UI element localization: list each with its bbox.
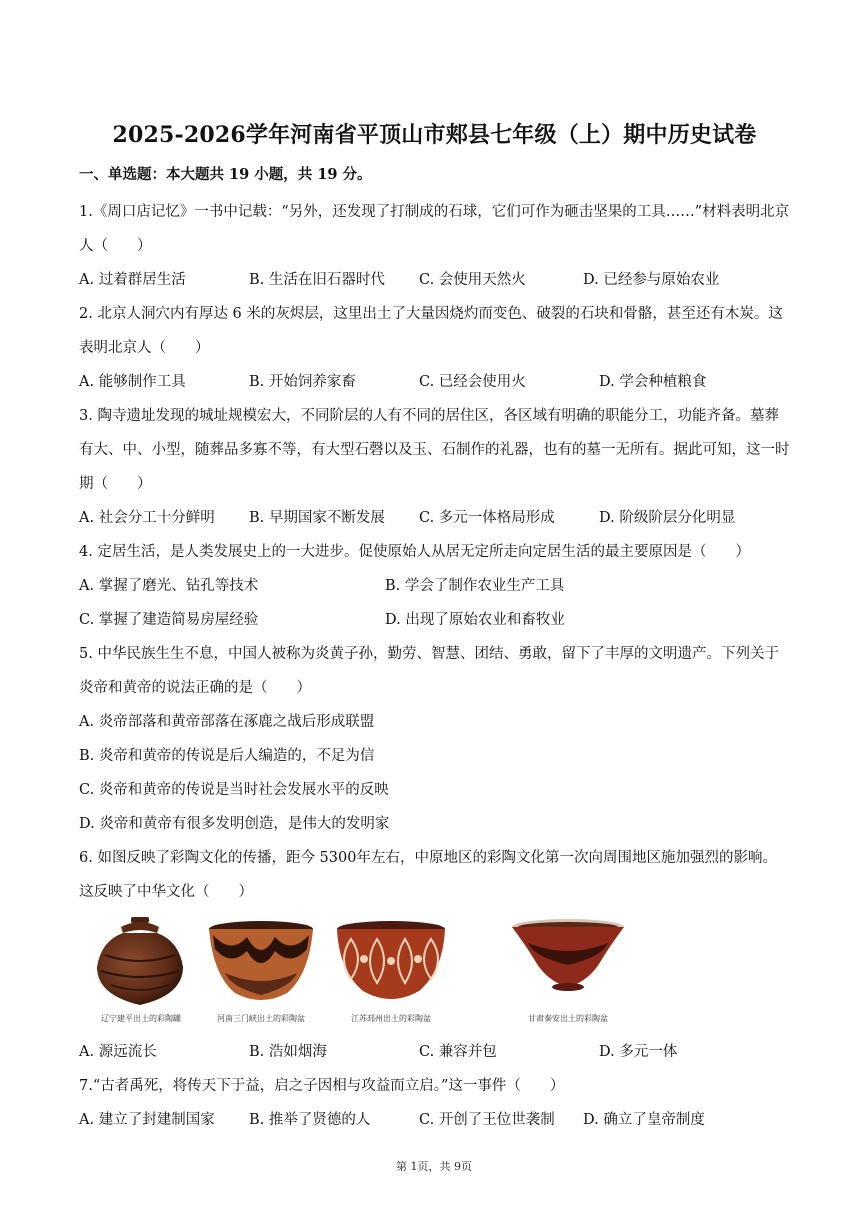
option-c[interactable]: C. 开创了王位世袭制 [419, 1112, 555, 1128]
option-d[interactable]: D. 炎帝和黄帝有很多发明创造，是伟大的发明家 [79, 816, 390, 832]
page-footer: 第 1页，共 9页 [396, 1160, 472, 1173]
question-5 [79, 637, 790, 841]
option-b[interactable]: B. 学会了制作农业生产工具 [385, 578, 565, 594]
pottery-jar-liaoning [71, 915, 211, 1033]
option-b[interactable]: B. 生活在旧石器时代 [249, 272, 385, 288]
exam-title: 2025-2026学年河南省平顶山市郏县七年级（上）期中历史试卷 [112, 122, 757, 148]
option-c[interactable]: C. 掌握了建造简易房屋经验 [79, 612, 259, 628]
option-d[interactable]: D. 学会种植粮食 [599, 374, 707, 390]
section-heading: 一、单选题：本大题共 19 小题，共 19 分。 [79, 166, 372, 183]
option-c[interactable]: C. 炎帝和黄帝的传说是当时社会发展水平的反映 [79, 782, 389, 798]
option-row [79, 773, 790, 807]
option-d[interactable]: D. 阶级阶层分化明显 [599, 510, 736, 526]
question-stem: 6. 如图反映了彩陶文化的传播，距今 5300年左右，中原地区的彩陶文化第一次向周围地区施加强烈的影响。这反映了中华文化（ ） [79, 850, 777, 900]
question-6 [79, 841, 790, 1069]
option-row [79, 603, 790, 637]
option-b[interactable]: B. 浩如烟海 [249, 1044, 327, 1060]
option-b[interactable]: B. 炎帝和黄帝的传说是后人编造的，不足为信 [79, 748, 375, 764]
pottery-caption: 辽宁建平出土的彩陶罐 [101, 1014, 181, 1023]
option-row [79, 365, 790, 399]
question-stem: 4. 定居生活，是人类发展史上的一大进步。促使原始人从居无定所走向定居生活的最主要原因是（ ） [79, 544, 750, 560]
option-c[interactable]: C. 已经会使用火 [419, 374, 526, 390]
option-row [79, 705, 790, 739]
pottery-figure [79, 915, 790, 1033]
pottery-jar-image [71, 915, 211, 1011]
option-a[interactable]: A. 社会分工十分鲜明 [79, 510, 215, 526]
option-c[interactable]: C. 会使用天然火 [419, 272, 526, 288]
option-d[interactable]: D. 多元一体 [599, 1044, 678, 1060]
jar-body [97, 933, 183, 1005]
option-a[interactable]: A. 源远流长 [79, 1044, 157, 1060]
option-row [79, 263, 790, 297]
option-c[interactable]: C. 兼容并包 [419, 1044, 497, 1060]
option-c[interactable]: C. 多元一体格局形成 [419, 510, 555, 526]
option-row [79, 501, 790, 535]
question-stem: 1.《周口店记忆》一书中记载：“另外，还发现了打制成的石球，它们可作为砸击坚果的工具……”材料表明北京人（ ） [79, 204, 790, 254]
pottery-caption: 河南三门峡出土的彩陶盆 [217, 1014, 305, 1023]
pottery-basin-image [191, 915, 331, 1011]
pottery-basin-gansu [498, 915, 638, 1033]
question-stem: 2. 北京人洞穴内有厚达 6 米的灰烬层，这里出土了大量因烧灼而变色、破裂的石块和骨骼，甚至还有木炭。这表明北京人（ ） [79, 306, 783, 356]
option-b[interactable]: B. 推举了贤德的人 [249, 1112, 371, 1128]
option-row [79, 807, 790, 841]
option-d[interactable]: D. 确立了皇帝制度 [583, 1112, 705, 1128]
option-a[interactable]: A. 建立了封建制国家 [79, 1112, 215, 1128]
option-row [79, 569, 790, 603]
question-4 [79, 535, 790, 637]
option-b[interactable]: B. 开始饲养家畜 [249, 374, 356, 390]
pottery-basin-image [498, 915, 638, 1011]
option-d[interactable]: D. 出现了原始农业和畜牧业 [385, 612, 565, 628]
option-row [79, 1103, 790, 1137]
option-a[interactable]: A. 能够制作工具 [79, 374, 186, 390]
question-1 [79, 195, 790, 297]
question-stem: 5. 中华民族生生不息，中国人被称为炎黄子孙，勤劳、智慧、团结、勇敢，留下了丰厚的文明遗产。下列关于炎帝和黄帝的说法正确的是（ ） [79, 646, 779, 696]
option-a[interactable]: A. 炎帝部落和黄帝部落在涿鹿之战后形成联盟 [79, 714, 375, 730]
jar-lid [121, 922, 159, 933]
question-2 [79, 297, 790, 399]
option-b[interactable]: B. 早期国家不断发展 [249, 510, 385, 526]
question-stem: 7.“古者禹死，将传天下于益，启之子因相与攻益而立启。”这一事件（ ） [79, 1078, 565, 1094]
option-row [79, 739, 790, 773]
pottery-basin-jiangsu [321, 915, 461, 1033]
question-7 [79, 1069, 790, 1137]
option-row [79, 1035, 790, 1069]
pottery-caption: 江苏邳州出土的彩陶盆 [351, 1014, 431, 1023]
option-a[interactable]: A. 掌握了磨光、钻孔等技术 [79, 578, 259, 594]
pottery-basin-henan [191, 915, 331, 1033]
pottery-basin-image [321, 915, 461, 1011]
question-stem: 3. 陶寺遗址发现的城址规模宏大，不同阶层的人有不同的居住区，各区域有明确的职能分工，功能齐备。墓葬有大、中、小型，随葬品多寡不等，有大型石磬以及玉、石制作的礼器，也有的墓一无所有。据此可知，这一时期（ ） [79, 408, 790, 492]
question-3 [79, 399, 790, 535]
pottery-caption: 甘肃秦安出土的彩陶盆 [528, 1014, 608, 1023]
option-a[interactable]: A. 过着群居生活 [79, 272, 186, 288]
option-d[interactable]: D. 已经参与原始农业 [583, 272, 720, 288]
